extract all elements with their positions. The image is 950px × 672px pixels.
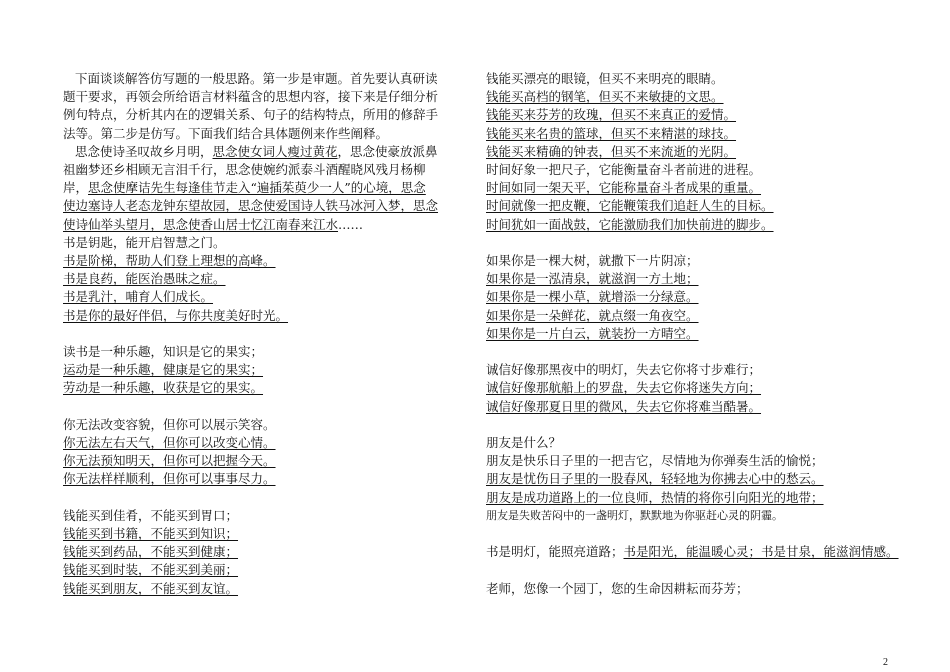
- spacer: [486, 234, 936, 252]
- example-head: 朋友是快乐日子里的一把吉它，尽情地为你弹奏生活的愉悦；: [486, 453, 824, 469]
- text-segment: 思念使诗圣叹故乡月明，: [75, 143, 213, 159]
- imitation-line: 诚信好像那夏日里的微风，失去它你将难当酷暑。: [486, 398, 762, 414]
- intro-line: 题干要求，再领会所给语言材料蕴含的思想内容，接下来是仔细分析: [63, 89, 439, 105]
- right-column: [486, 70, 936, 598]
- example-head: 你无法改变容貌，但你可以展示笑容。: [63, 416, 276, 432]
- left-column: [63, 70, 463, 598]
- spacer: [486, 525, 936, 543]
- imitation-line: 书是阶梯，帮助人们登上理想的高峰。: [63, 253, 276, 269]
- poem-line: [63, 161, 463, 179]
- imitation-line: 钱能买到朋友，不能买到友谊。: [63, 580, 239, 596]
- spacer: [63, 325, 463, 343]
- imitation-line: 时间就像一把皮鞭，它能鞭策我们追赶人生的目标。: [486, 198, 774, 214]
- imitation-line: 书是乳汁，哺育人们成长。: [63, 289, 214, 305]
- imitation-line: 如果你是一朵鲜花，就点缀一角夜空。: [486, 307, 699, 323]
- example-head: 书是钥匙，能开启智慧之门。: [63, 234, 226, 250]
- example-head: 读书是一种乐趣，知识是它的果实；: [63, 344, 264, 360]
- example-line: 朋友是失败苦闷中的一盏明灯，默默地为你驱赶心灵的阴霾。: [486, 508, 783, 522]
- example-head: 钱能买到佳肴，不能买到胃口；: [63, 507, 239, 523]
- imitation-line: 诚信好像那航船上的罗盘，失去它你将迷失方向；: [486, 380, 762, 396]
- imitation-line: 朋友是成功道路上的一位良师，热情的将你引向阳光的地带；: [486, 489, 824, 505]
- underlined-segment: 思念使摩诘先生每逢佳节走入“遍插茱萸少一人”的心境，思念: [88, 180, 426, 196]
- text-segment: 祖幽梦还乡相顾无言泪千行，思念使婉约派泰斗酒醒晓风残月杨柳: [63, 162, 426, 178]
- imitation-line: 时间犹如一面战鼓，它能激励我们加快前进的脚步。: [486, 216, 774, 232]
- imitation-line: 如果你是一泓清泉，就滋润一方土地；: [486, 271, 699, 287]
- intro-line: 例句特点，分析其内在的逻辑关系、句子的结构特点，所用的修辞手: [63, 107, 439, 123]
- underlined-segment: 使边塞诗人老态龙钟东望故园，思念使爱国诗人铁马冰河入梦，思念: [63, 198, 439, 214]
- spacer: [486, 416, 936, 434]
- imitation-line: 时间如同一架天平，它能称量奋斗者成果的重量。: [486, 180, 762, 196]
- example-head: 钱能买漂亮的眼镜，但买不来明亮的眼睛。: [486, 71, 724, 86]
- imitation-line: 劳动是一种乐趣，收获是它的果实。: [63, 380, 264, 396]
- imitation-line: 钱能买来名贵的篮球，但买不来精湛的球技。: [486, 125, 737, 141]
- imitation-line: 书是良药，能医治愚昧之症。: [63, 271, 226, 287]
- imitation-line: 运动是一种乐趣，健康是它的果实；: [63, 362, 264, 378]
- imitation-line: 你无法左右天气，但你可以改变心情。: [63, 435, 276, 451]
- imitation-line: 钱能买来精确的钟表，但买不来流逝的光阴。: [486, 143, 737, 159]
- poem-line: [63, 216, 463, 234]
- underlined-segment: 使诗仙举头望月，思念使香山居士忆江南春来江水: [63, 216, 339, 232]
- text-segment: ，思念使豪放派鼻: [337, 143, 438, 159]
- friend-question: 朋友是什么？: [486, 435, 562, 451]
- poem-line: [63, 197, 463, 215]
- intro-line: 下面谈谈解答仿写题的一般思路。第一步是审题。首先要认真研读: [75, 71, 438, 86]
- imitation-line: 钱能买到书籍，不能买到知识；: [63, 526, 239, 542]
- intro-line: 法等。第二步是仿写。下面我们结合具体题例来作些阐释。: [63, 125, 389, 141]
- imitation-line: 你无法预知明天，但你可以把握今天。: [63, 453, 276, 469]
- spacer: [486, 343, 936, 361]
- imitation-line: 钱能买高档的钢笔，但买不来敏捷的文思。: [486, 89, 724, 105]
- example-head: 诚信好像那黑夜中的明灯，失去它你将寸步难行；: [486, 362, 762, 378]
- teacher-line: 老师，您像一个园丁，您的生命因耕耘而芬芳；: [486, 580, 749, 596]
- example-head: 时间好象一把尺子，它能衡量奋斗者前进的进程。: [486, 162, 762, 178]
- poem-line: [63, 179, 463, 197]
- page-number: 2: [883, 657, 888, 668]
- underlined-segment: 书是阳光，能温暖心灵；书是甘泉，能滋润情感。: [623, 544, 899, 560]
- imitation-line: 你无法样样顺利，但你可以事事尽力。: [63, 471, 276, 487]
- imitation-line: 朋友是忧伤日子里的一股春风，轻轻地为你拂去心中的愁云。: [486, 471, 824, 487]
- imitation-line: 书是你的最好伴侣，与你共度美好时光。: [63, 307, 289, 323]
- imitation-line: 如果你是一片白云，就装扮一方晴空。: [486, 325, 699, 341]
- underlined-segment: 思念使女词人瘦过黄花: [212, 143, 338, 159]
- text-segment: 书是明灯，能照亮道路；: [486, 544, 624, 560]
- imitation-line: 钱能买到药品，不能买到健康；: [63, 544, 239, 560]
- spacer: [63, 398, 463, 416]
- example-head: 如果你是一棵大树，就撒下一片阴凉；: [486, 253, 699, 269]
- imitation-line: 钱能买来芬芳的玫瑰，但买不来真正的爱情。: [486, 107, 737, 123]
- poem-line: [63, 143, 463, 161]
- book-line: [486, 543, 936, 561]
- text-segment: ……: [338, 216, 364, 232]
- imitation-line: 如果你是一棵小草，就增添一分绿意。: [486, 289, 699, 305]
- spacer: [486, 561, 936, 579]
- text-segment: 岸，: [63, 180, 89, 196]
- spacer: [63, 489, 463, 507]
- imitation-line: 钱能买到时装，不能买到美丽；: [63, 562, 239, 578]
